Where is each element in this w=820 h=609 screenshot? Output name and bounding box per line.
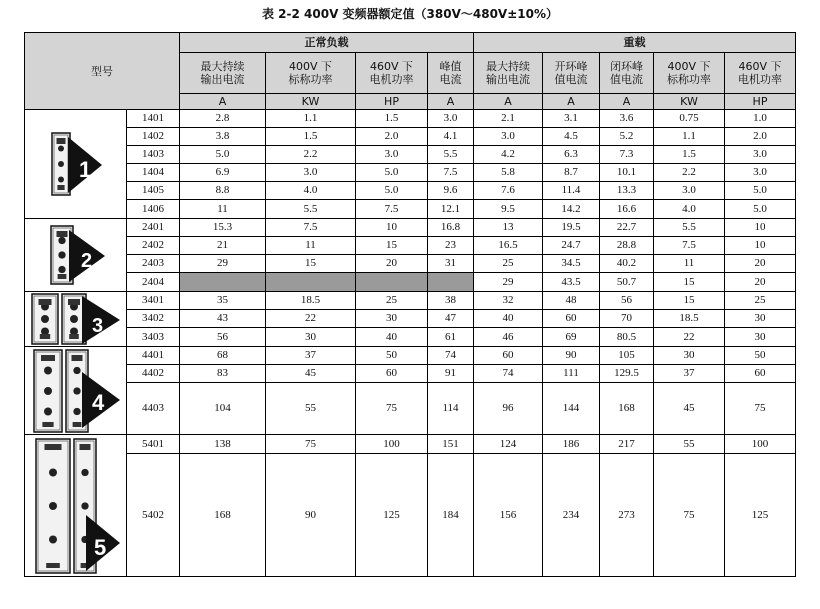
rating-value: 15	[356, 237, 428, 255]
rating-value: 15.3	[180, 219, 266, 237]
rating-value: 22	[654, 328, 725, 347]
rating-value: 23	[428, 237, 474, 255]
model-number: 1402	[127, 128, 180, 146]
rating-value: 40.2	[600, 255, 654, 273]
rating-value: 168	[600, 383, 654, 435]
rating-value: 217	[600, 435, 654, 454]
col-normal-motor-power-460v: 460V 下 电机功率	[356, 53, 428, 94]
table-row	[25, 255, 796, 273]
rating-value: 12.1	[428, 200, 474, 219]
frame-size-badge: 5	[93, 534, 106, 560]
rating-value: 186	[543, 435, 600, 454]
rating-value: 30	[266, 328, 356, 347]
rating-value: 16.6	[600, 200, 654, 219]
table-row	[25, 273, 796, 292]
rating-value: 168	[180, 454, 266, 577]
rating-value: 114	[428, 383, 474, 435]
rating-value: 1.5	[654, 146, 725, 164]
rating-value: 8.8	[180, 182, 266, 200]
rating-value: 75	[356, 383, 428, 435]
rating-value: 83	[180, 365, 266, 383]
rating-value: 21	[180, 237, 266, 255]
rating-value: 38	[428, 292, 474, 310]
rating-value: 2.8	[180, 110, 266, 128]
rating-value: 30	[654, 347, 725, 365]
not-available-cell	[180, 273, 266, 292]
unit-cell: HP	[356, 94, 428, 110]
not-available-cell	[266, 273, 356, 292]
rating-value: 16.8	[428, 219, 474, 237]
rating-value: 15	[654, 273, 725, 292]
rating-value: 45	[266, 365, 356, 383]
frame-size-badge: 3	[91, 315, 103, 337]
rating-value: 50	[356, 347, 428, 365]
unit-cell: A	[428, 94, 474, 110]
rating-value: 11	[654, 255, 725, 273]
col-normal-max-current: 最大持续 输出电流	[180, 53, 266, 94]
rating-value: 40	[474, 310, 543, 328]
rating-value: 2.1	[474, 110, 543, 128]
not-available-cell	[356, 273, 428, 292]
col-heavy-max-current: 最大持续 输出电流	[474, 53, 543, 94]
rating-value: 46	[474, 328, 543, 347]
rating-value: 13.3	[600, 182, 654, 200]
rating-value: 25	[725, 292, 796, 310]
rating-value: 7.3	[600, 146, 654, 164]
rating-value: 43.5	[543, 273, 600, 292]
rating-value: 61	[428, 328, 474, 347]
rating-value: 14.2	[543, 200, 600, 219]
table-row	[25, 454, 796, 577]
unit-cell: KW	[266, 94, 356, 110]
rating-value: 20	[725, 273, 796, 292]
rating-value: 144	[543, 383, 600, 435]
unit-cell: A	[474, 94, 543, 110]
rating-value: 125	[356, 454, 428, 577]
table-row	[25, 347, 796, 365]
rating-value: 35	[180, 292, 266, 310]
rating-value: 18.5	[266, 292, 356, 310]
model-number: 2404	[127, 273, 180, 292]
rating-value: 2.0	[725, 128, 796, 146]
rating-value: 90	[543, 347, 600, 365]
model-number: 1401	[127, 110, 180, 128]
rating-value: 18.5	[654, 310, 725, 328]
rating-value: 50.7	[600, 273, 654, 292]
rating-value: 111	[543, 365, 600, 383]
unit-cell: A	[600, 94, 654, 110]
rating-value: 151	[428, 435, 474, 454]
rating-value: 138	[180, 435, 266, 454]
table-row	[25, 237, 796, 255]
frame-size-2-image	[25, 219, 127, 292]
rating-value: 7.6	[474, 182, 543, 200]
rating-value: 30	[725, 310, 796, 328]
table-row	[25, 200, 796, 219]
rating-value: 19.5	[543, 219, 600, 237]
rating-value: 80.5	[600, 328, 654, 347]
rating-value: 34.5	[543, 255, 600, 273]
table-row	[25, 310, 796, 328]
not-available-cell	[428, 273, 474, 292]
drive-illustration	[28, 348, 124, 434]
rating-value: 90	[266, 454, 356, 577]
model-number: 1405	[127, 182, 180, 200]
rating-value: 3.6	[600, 110, 654, 128]
rating-value: 3.0	[428, 110, 474, 128]
ratings-table	[24, 32, 796, 577]
model-number: 4401	[127, 347, 180, 365]
rating-value: 3.0	[474, 128, 543, 146]
rating-value: 24.7	[543, 237, 600, 255]
rating-value: 74	[474, 365, 543, 383]
rating-value: 4.1	[428, 128, 474, 146]
model-number: 3402	[127, 310, 180, 328]
unit-cell: KW	[654, 94, 725, 110]
table-row	[25, 435, 796, 454]
rating-value: 91	[428, 365, 474, 383]
rating-value: 56	[180, 328, 266, 347]
rating-value: 70	[600, 310, 654, 328]
rating-value: 1.5	[356, 110, 428, 128]
table-row	[25, 328, 796, 347]
rating-value: 5.5	[428, 146, 474, 164]
rating-value: 40	[356, 328, 428, 347]
frame-size-5-image	[25, 435, 127, 577]
rating-value: 45	[654, 383, 725, 435]
rating-value: 15	[654, 292, 725, 310]
rating-value: 184	[428, 454, 474, 577]
rating-value: 1.5	[266, 128, 356, 146]
frame-size-4-image	[25, 347, 127, 435]
rating-value: 75	[654, 454, 725, 577]
rating-value: 1.1	[654, 128, 725, 146]
rating-value: 124	[474, 435, 543, 454]
model-number: 2402	[127, 237, 180, 255]
drive-illustration	[43, 222, 109, 288]
table-row	[25, 292, 796, 310]
unit-cell: A	[180, 94, 266, 110]
rating-value: 4.2	[474, 146, 543, 164]
rating-value: 55	[266, 383, 356, 435]
rating-value: 29	[474, 273, 543, 292]
col-normal-peak-current: 峰值 电流	[428, 53, 474, 94]
rating-value: 60	[543, 310, 600, 328]
rating-value: 30	[725, 328, 796, 347]
rating-value: 22	[266, 310, 356, 328]
model-number: 3403	[127, 328, 180, 347]
rating-value: 56	[600, 292, 654, 310]
model-number: 4402	[127, 365, 180, 383]
table-row	[25, 383, 796, 435]
rating-value: 48	[543, 292, 600, 310]
rating-value: 10	[725, 237, 796, 255]
rating-value: 273	[600, 454, 654, 577]
rating-value: 96	[474, 383, 543, 435]
rating-value: 10	[356, 219, 428, 237]
rating-value: 9.6	[428, 182, 474, 200]
col-normal-rated-power-400v: 400V 下 标称功率	[266, 53, 356, 94]
model-number: 4403	[127, 383, 180, 435]
model-number: 3401	[127, 292, 180, 310]
rating-value: 69	[543, 328, 600, 347]
rating-value: 31	[428, 255, 474, 273]
rating-value: 3.0	[266, 164, 356, 182]
rating-value: 28.8	[600, 237, 654, 255]
rating-value: 234	[543, 454, 600, 577]
rating-value: 60	[356, 365, 428, 383]
model-number: 5401	[127, 435, 180, 454]
rating-value: 74	[428, 347, 474, 365]
rating-value: 4.0	[654, 200, 725, 219]
rating-value: 1.1	[266, 110, 356, 128]
rating-value: 4.5	[543, 128, 600, 146]
table-caption: 表 2-2 400V 变频器额定值（380V～480V±10%）	[262, 7, 558, 21]
rating-value: 75	[266, 435, 356, 454]
unit-cell: A	[543, 94, 600, 110]
rating-value: 3.0	[725, 164, 796, 182]
rating-value: 10.1	[600, 164, 654, 182]
rating-value: 16.5	[474, 237, 543, 255]
rating-value: 6.3	[543, 146, 600, 164]
table-row	[25, 110, 796, 128]
rating-value: 5.0	[180, 146, 266, 164]
col-heavy-motor-power-460v: 460V 下 电机功率	[725, 53, 796, 94]
rating-value: 5.2	[600, 128, 654, 146]
heavy-duty-header: 重载	[474, 33, 796, 53]
rating-value: 55	[654, 435, 725, 454]
model-number: 2403	[127, 255, 180, 273]
drive-illustration	[30, 437, 122, 575]
rating-value: 4.0	[266, 182, 356, 200]
table-row	[25, 182, 796, 200]
col-heavy-closed-loop-peak: 闭环峰 值电流	[600, 53, 654, 94]
unit-cell: HP	[725, 94, 796, 110]
rating-value: 105	[600, 347, 654, 365]
rating-value: 7.5	[654, 237, 725, 255]
rating-value: 75	[725, 383, 796, 435]
rating-value: 7.5	[356, 200, 428, 219]
table-row	[25, 146, 796, 164]
rating-value: 3.0	[654, 182, 725, 200]
rating-value: 156	[474, 454, 543, 577]
rating-value: 3.8	[180, 128, 266, 146]
rating-value: 10	[725, 219, 796, 237]
rating-value: 5.8	[474, 164, 543, 182]
model-number: 1403	[127, 146, 180, 164]
model-number: 5402	[127, 454, 180, 577]
rating-value: 25	[474, 255, 543, 273]
model-header: 型号	[25, 33, 180, 110]
frame-size-3-image	[25, 292, 127, 347]
rating-value: 100	[356, 435, 428, 454]
frame-size-badge: 4	[91, 389, 104, 415]
rating-value: 2.2	[266, 146, 356, 164]
rating-value: 11	[266, 237, 356, 255]
col-heavy-open-loop-peak: 开环峰 值电流	[543, 53, 600, 94]
rating-value: 5.0	[356, 164, 428, 182]
rating-value: 22.7	[600, 219, 654, 237]
rating-value: 5.5	[654, 219, 725, 237]
table-row	[25, 164, 796, 182]
rating-value: 37	[654, 365, 725, 383]
frame-size-badge: 2	[80, 250, 92, 272]
rating-value: 2.0	[356, 128, 428, 146]
table-row	[25, 128, 796, 146]
rating-value: 5.0	[725, 182, 796, 200]
rating-value: 3.1	[543, 110, 600, 128]
rating-value: 68	[180, 347, 266, 365]
rating-value: 100	[725, 435, 796, 454]
rating-value: 125	[725, 454, 796, 577]
rating-value: 13	[474, 219, 543, 237]
rating-value: 3.0	[725, 146, 796, 164]
model-number: 1406	[127, 200, 180, 219]
rating-value: 6.9	[180, 164, 266, 182]
rating-value: 60	[725, 365, 796, 383]
rating-value: 60	[474, 347, 543, 365]
rating-value: 1.0	[725, 110, 796, 128]
rating-value: 7.5	[266, 219, 356, 237]
rating-value: 7.5	[428, 164, 474, 182]
rating-value: 43	[180, 310, 266, 328]
drive-illustration	[46, 127, 106, 201]
rating-value: 5.0	[356, 182, 428, 200]
rating-value: 3.0	[356, 146, 428, 164]
frame-size-1-image	[25, 110, 127, 219]
rating-value: 47	[428, 310, 474, 328]
normal-duty-header: 正常负载	[180, 33, 474, 53]
rating-value: 29	[180, 255, 266, 273]
rating-value: 20	[356, 255, 428, 273]
rating-value: 5.5	[266, 200, 356, 219]
drive-illustration	[28, 292, 124, 346]
rating-value: 37	[266, 347, 356, 365]
frame-size-badge: 1	[78, 157, 91, 182]
rating-value: 20	[725, 255, 796, 273]
model-number: 2401	[127, 219, 180, 237]
rating-value: 11.4	[543, 182, 600, 200]
rating-value: 11	[180, 200, 266, 219]
col-heavy-rated-power-400v: 400V 下 标称功率	[654, 53, 725, 94]
rating-value: 32	[474, 292, 543, 310]
table-row	[25, 219, 796, 237]
rating-value: 0.75	[654, 110, 725, 128]
rating-value: 129.5	[600, 365, 654, 383]
rating-value: 9.5	[474, 200, 543, 219]
rating-value: 50	[725, 347, 796, 365]
model-number: 1404	[127, 164, 180, 182]
rating-value: 25	[356, 292, 428, 310]
table-row	[25, 365, 796, 383]
rating-value: 15	[266, 255, 356, 273]
rating-value: 2.2	[654, 164, 725, 182]
rating-value: 30	[356, 310, 428, 328]
rating-value: 5.0	[725, 200, 796, 219]
rating-value: 104	[180, 383, 266, 435]
rating-value: 8.7	[543, 164, 600, 182]
